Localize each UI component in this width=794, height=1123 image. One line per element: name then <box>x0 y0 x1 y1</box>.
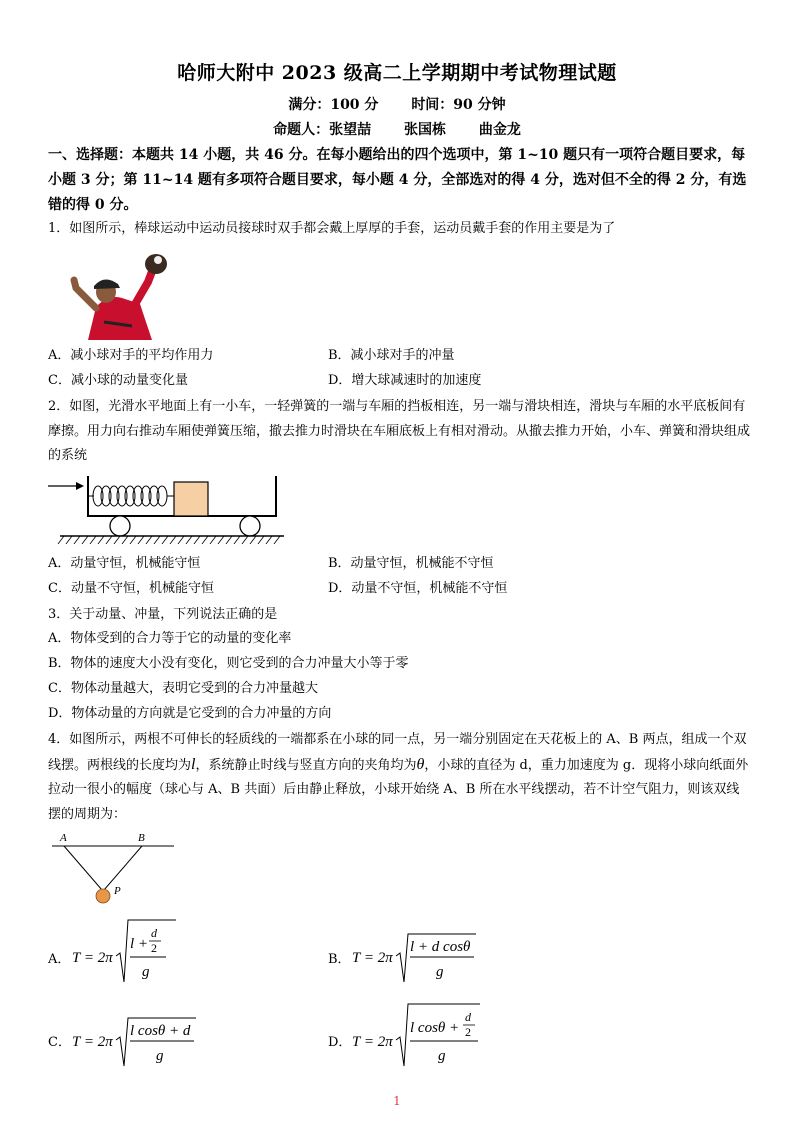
q3-option-d: D．物体动量的方向就是它受到的合力冲量的方向 <box>48 706 332 721</box>
q3-stem: 3．关于动量、冲量，下列说法正确的是 <box>48 607 278 622</box>
q2-option-b: B．动量守恒，机械能不守恒 <box>328 556 494 571</box>
q4-stem-part1: 4．如图所示，两根不可伸长的轻质线的一端都系在小球的同一点，另一端分别固定在天花板上的 A、B 两点，组成一个双线摆。两根线的长度均为 <box>48 732 747 773</box>
author-1: 命题人：张望喆 <box>273 122 372 138</box>
q4-stem-part3: ，小球的直径为 d，重力加速度为 g．现将小球向纸面外拉动一很小的幅度（球心与 A、B 共面）后由静止释放，小球开始绕 A、B 所在水平线摆动，若不计空气阻力，则该双线摆的周期为： <box>48 757 749 822</box>
q4-var-l: l <box>191 755 196 773</box>
page-title: 哈师大附中 2023 级高二上学期期中考试物理试题 <box>177 62 617 84</box>
q4-var-theta: θ <box>416 755 425 773</box>
q4-option-c-label: C． <box>48 1035 71 1050</box>
formula-a-num: l + <box>130 936 149 952</box>
q2-option-a: A．动量守恒，机械能守恒 <box>48 556 201 571</box>
double-pendulum-diagram <box>50 830 180 908</box>
q4-option-a-formula <box>72 916 182 986</box>
formula-c-g: g <box>156 1048 164 1064</box>
exam-info <box>0 94 794 114</box>
cart-spring-diagram <box>46 472 286 552</box>
q3-option-c: C．物体动量越大，表明它受到的合力冲量越大 <box>48 681 318 696</box>
q3-option-b: B．物体的速度大小没有变化，则它受到的合力冲量大小等于零 <box>48 656 409 671</box>
q4-option-b-formula <box>352 930 482 986</box>
formula-d-g: g <box>438 1048 446 1064</box>
section-instructions: 一、选择题：本题共 14 小题，共 46 分。在每小题给出的四个选项中，第 1~10 题只有一项符合题目要求，每小题 3 分；第 11~14 题有多项符合题目要求，每小题 4 分，全部选对的得 4 分，选对但不全的得 2 分，有选错的得 0 分。 <box>48 147 747 213</box>
q3-option-a: A．物体受到的合力等于它的动量的变化率 <box>48 631 292 646</box>
q4-option-d-formula <box>352 1000 487 1070</box>
formula-c-num: l cosθ + d <box>130 1023 191 1039</box>
q1-stem: 1．如图所示，棒球运动中运动员接球时双手都会戴上厚厚的手套，运动员戴手套的作用主要是为了 <box>48 221 616 236</box>
q4-option-d-label: D． <box>328 1035 352 1050</box>
q2-stem: 2．如图，光滑水平地面上有一小车，一轻弹簧的一端与车厢的挡板相连，另一端与滑块相连，滑块与车厢的水平底板间有摩擦。用力向右推动车厢使弹簧压缩，撤去推力时滑块在车厢底板上有相对滑动。从撤去推力开始，小车、弹簧和滑块组成的系统 <box>48 399 751 463</box>
formula-b-t-eq: T = 2π <box>352 950 393 966</box>
q1-option-c: C．减小球的动量变化量 <box>48 373 188 388</box>
page-number: 1 <box>393 1094 401 1108</box>
q2-option-c: C．动量不守恒，机械能守恒 <box>48 581 214 596</box>
formula-t-eq: T = 2π <box>72 950 113 966</box>
formula-d-num: l cosθ + <box>410 1020 460 1036</box>
formula-d-2: 2 <box>465 1025 471 1039</box>
time-text: 时间：90 分钟 <box>411 97 506 113</box>
author-3: 曲金龙 <box>478 122 521 138</box>
score-text: 满分：100 分 <box>288 97 379 113</box>
formula-c-t-eq: T = 2π <box>72 1034 113 1050</box>
formula-d-d: d <box>465 1010 471 1024</box>
formula-b-num: l + d cosθ <box>410 939 471 955</box>
q4-stem-part2: ，系统静止时线与竖直方向的夹角均为 <box>195 757 417 773</box>
q1-option-a: A．减小球对手的平均作用力 <box>48 348 214 363</box>
formula-d-t-eq: T = 2π <box>352 1034 393 1050</box>
author-2: 张国栋 <box>404 122 446 138</box>
label-b: B <box>138 832 145 844</box>
formula-b-g: g <box>436 964 444 980</box>
q1-option-b: B．减小球对手的冲量 <box>328 348 455 363</box>
authors-line <box>0 119 794 139</box>
formula-a-d: d <box>151 926 157 940</box>
label-a: A <box>60 832 67 844</box>
q4-option-c-formula <box>72 1014 202 1070</box>
formula-a-g: g <box>142 964 150 980</box>
label-p: P <box>114 885 121 897</box>
q4-option-b-label: B． <box>328 952 351 967</box>
baseball-player-image <box>48 252 172 340</box>
q2-option-d: D．动量不守恒，机械能不守恒 <box>328 581 508 596</box>
formula-a-2: 2 <box>151 941 157 955</box>
q4-stem <box>48 728 750 827</box>
q1-option-d: D．增大球减速时的加速度 <box>328 373 482 388</box>
q4-option-a-label: A． <box>48 952 71 967</box>
